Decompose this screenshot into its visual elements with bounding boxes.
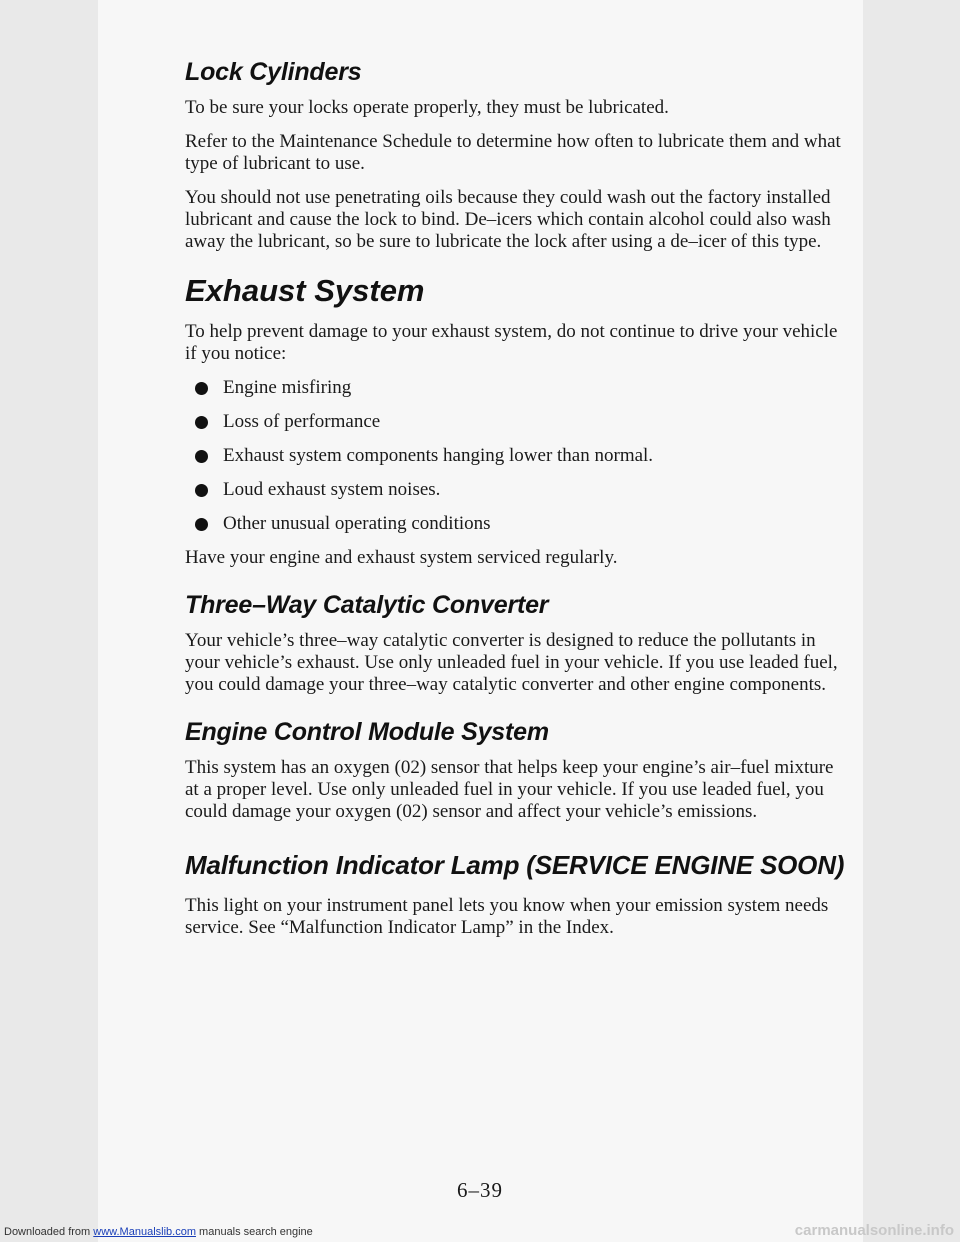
engine-control-module-heading: Engine Control Module System (185, 718, 549, 746)
mil-paragraph: This light on your instrument panel lets you know when your emission system needs service. See “Malfunction Indicator Lamp” in the Index. (185, 895, 829, 938)
exhaust-symptom-list (195, 377, 845, 535)
page-number: 6–39 (457, 1178, 503, 1202)
lock-paragraph-1: To be sure your locks operate properly, they must be lubricated. (185, 97, 669, 118)
list-item-text: Other unusual operating conditions (223, 513, 491, 534)
exhaust-intro: To help prevent damage to your exhaust system, do not continue to drive your vehicle if you notice: (185, 321, 838, 364)
list-item (195, 479, 845, 501)
bullet-icon (195, 382, 208, 395)
manual-page (98, 0, 863, 1242)
lock-cylinders-heading: Lock Cylinders (185, 58, 362, 86)
footer-prefix: Downloaded from (4, 1226, 91, 1238)
bullet-icon (195, 416, 208, 429)
list-item-text: Loud exhaust system noises. (223, 479, 441, 500)
catalytic-converter-heading: Three–Way Catalytic Converter (185, 591, 549, 619)
footer-suffix: manuals search engine (199, 1226, 313, 1238)
ecm-paragraph: This system has an oxygen (02) sensor that helps keep your engine’s air–fuel mixture at a proper level. Use only unleaded fuel in your vehicle. If you use leaded fuel, you could damage your oxygen (02) sensor and affect your vehicle’s emissions. (185, 757, 834, 822)
page-content (185, 58, 845, 951)
list-item-text: Engine misfiring (223, 377, 352, 398)
bullet-icon (195, 450, 208, 463)
bullet-icon (195, 518, 208, 531)
list-item (195, 513, 845, 535)
lock-paragraph-3: You should not use penetrating oils because they could wash out the factory installed lubricant and cause the lock to bind. De–icers which contain alcohol could also wash away the lubricant, so be sure to lubricate the lock after using a de–icer of this type. (185, 187, 831, 252)
list-item (195, 445, 845, 467)
list-item (195, 411, 845, 433)
exhaust-outro: Have your engine and exhaust system serviced regularly. (185, 547, 618, 568)
bullet-icon (195, 484, 208, 497)
list-item-text: Loss of performance (223, 411, 381, 432)
lock-paragraph-2: Refer to the Maintenance Schedule to determine how often to lubricate them and what type of lubricant to use. (185, 131, 841, 174)
list-item-text: Exhaust system components hanging lower than normal. (223, 445, 654, 466)
manualslib-link[interactable]: www.Manualslib.com (93, 1226, 196, 1238)
catalytic-paragraph: Your vehicle’s three–way catalytic converter is designed to reduce the pollutants in your vehicle’s exhaust. Use only unleaded fuel in your vehicle. If you use leaded fuel, you could damage your three–way catalytic converter and other engine components. (185, 630, 838, 695)
exhaust-system-heading: Exhaust System (185, 273, 425, 308)
download-footer (4, 1226, 313, 1238)
list-item (195, 377, 845, 399)
watermark-text: carmanualsonline.info (794, 1222, 954, 1239)
malfunction-lamp-heading: Malfunction Indicator Lamp (SERVICE ENGINE SOON) (185, 850, 845, 880)
